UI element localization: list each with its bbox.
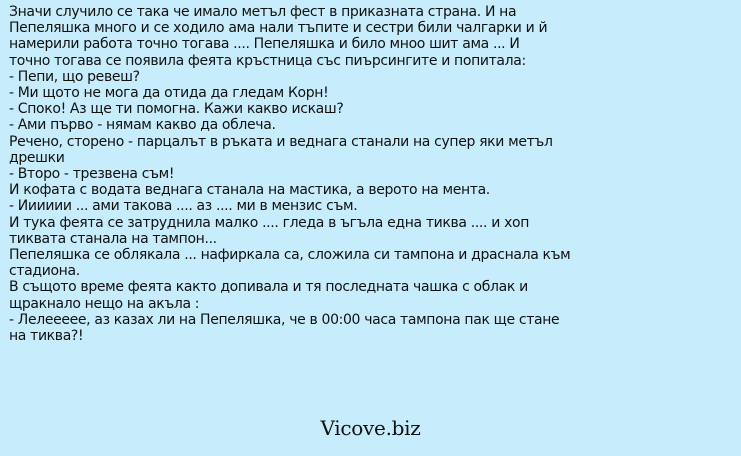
joke-line: намерили работа точно тогава .... Пепеляшка и било мноо шит ама ... И: [9, 36, 520, 53]
joke-line: - Ми щото не мога да отида да гледам Корн!: [9, 85, 329, 102]
joke-line: тиквата станала на тампон...: [9, 230, 217, 247]
joke-line: - Ииииии ... ами такова .... аз .... ми в мензис съм.: [9, 198, 358, 215]
joke-line: Пепеляшка се облякала ... нафиркала са, сложила си тампона и драснала към: [9, 247, 571, 264]
joke-line: Пепеляшка много и се ходило ама нали тъпите и сестри били чалгарки и й: [9, 20, 548, 37]
site-watermark: Vicove.biz: [320, 416, 421, 440]
joke-line: стадиона.: [9, 263, 80, 280]
joke-line: на тиква?!: [9, 328, 84, 345]
joke-line: точно тогава се появила феята кръстница със пиърсингите и попитала:: [9, 52, 526, 69]
joke-line: - Лелеееее, аз казах ли на Пепеляшка, че в 00:00 часа тампона пак ще стане: [9, 311, 560, 328]
joke-line: - Пепи, що ревеш?: [9, 68, 140, 85]
joke-line: - Второ - трезвена съм!: [9, 166, 175, 183]
joke-line: - Споко! Аз ще ти помогна. Кажи какво искаш?: [9, 101, 344, 118]
joke-text: [9, 4, 737, 344]
joke-line: Речено, сторено - парцалът в ръката и веднага станали на супер яки метъл: [9, 133, 553, 150]
joke-line: И тука феята се затруднила малко .... гледа в ъгъла една тиква .... и хоп: [9, 214, 530, 231]
joke-line: - Ами първо - нямам какво да облеча.: [9, 117, 276, 134]
joke-line: И кофата с водата веднага станала на мастика, а верото на мента.: [9, 182, 490, 199]
joke-line: дрешки: [9, 149, 65, 166]
joke-line: Значи случило се така че имало метъл фест в приказната страна. И на: [9, 4, 517, 20]
joke-line: В същото време феята както допивала и тя последната чашка с облак и: [9, 279, 528, 296]
joke-line: щракнало нещо на акъла :: [9, 295, 200, 312]
